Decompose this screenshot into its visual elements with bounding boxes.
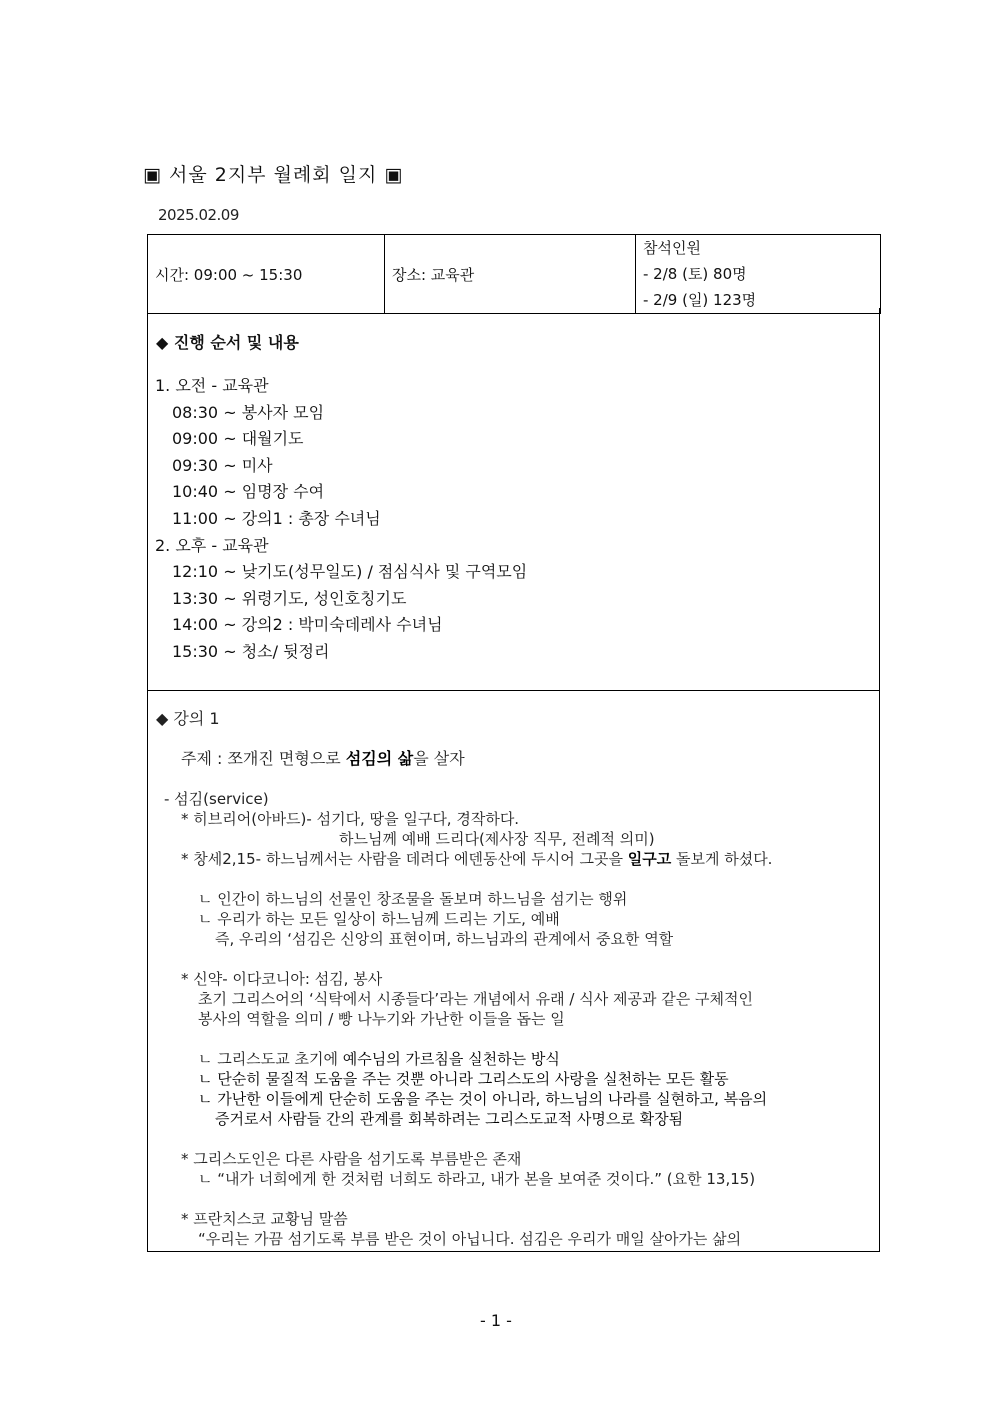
lecture-line: * 히브리어(아바드)- 섬기다, 땅을 일구다, 경작하다. [181, 810, 520, 828]
lecture-line: ㄴ 가난한 이들에게 단순히 도움을 주는 것이 아니라, 하느님의 나라를 실현하고, 복음의 [198, 1090, 768, 1108]
morning-label: 1. 오전 - 교육관 [155, 376, 269, 395]
schedule-item: 15:30 ~ 청소/ 뒷정리 [172, 641, 330, 661]
lecture-line [156, 849, 772, 869]
genesis-suffix: 돌보게 하셨다. [671, 850, 773, 868]
lecture-line: ㄴ 인간이 하느님의 선물인 창조물을 돌보며 하느님을 섬기는 행위 [198, 890, 628, 908]
lecture-line: ㄴ 단순히 물질적 도움을 주는 것뿐 아니라 그리스도의 사랑을 실천하는 모든 활동 [198, 1070, 729, 1088]
schedule-item: 11:00 ~ 강의1 : 총장 수녀님 [172, 508, 381, 528]
page-number: - 1 - [480, 1311, 512, 1330]
document-title: ▣ 서울 2지부 월례회 일지 ▣ [143, 164, 404, 186]
schedule-heading: ◆ 진행 순서 및 내용 [156, 333, 299, 352]
schedule-item: 09:00 ~ 대월기도 [172, 429, 304, 449]
attendance-day1: - 2/8 (토) 80명 [643, 265, 747, 283]
lecture-line: 하느님께 예배 드리다(제사장 직무, 전례적 의미) [339, 830, 655, 848]
schedule-item: 14:00 ~ 강의2 : 박미숙데레사 수녀님 [172, 615, 443, 635]
attendance-cell [636, 235, 881, 314]
attendance-day2: - 2/9 (일) 123명 [643, 291, 757, 309]
afternoon-label: 2. 오후 - 교육관 [155, 535, 269, 555]
service-heading: - 섬김(service) [164, 790, 269, 808]
schedule-item: 13:30 ~ 위령기도, 성인호칭기도 [172, 588, 407, 608]
genesis-strong: 일구고 [627, 850, 672, 868]
topic-suffix: 을 살자 [413, 749, 465, 768]
lecture-line: ㄴ 우리가 하는 모든 일상이 하느님께 드리는 기도, 예배 [198, 910, 560, 928]
lecture-line: “우리는 가끔 섬기도록 부름 받은 것이 아닙니다. 섬김은 우리가 매일 살아가는 삶의 [198, 1230, 742, 1248]
schedule-item: 09:30 ~ 미사 [172, 455, 273, 475]
lecture-line: * 신약- 이다코니아: 섬김, 봉사 [181, 970, 383, 988]
nt-sub1-strong: 예수님의 가르침을 실천하는 방식 [342, 1050, 560, 1068]
schedule-item: 10:40 ~ 임명장 수여 [172, 482, 325, 502]
nt-sub1-prefix: ㄴ 그리스도교 초기에 [198, 1050, 343, 1068]
lecture-line: 초기 그리스어의 ‘식탁에서 시종들다’라는 개념에서 유래 / 식사 제공과 같은 구체적인 [198, 990, 753, 1008]
topic-strong: 섬김의 삶 [345, 749, 414, 768]
place-cell: 장소: 교육관 [385, 235, 636, 314]
schedule-section [147, 308, 880, 691]
genesis-prefix: * 창세2,15- 하느님께서는 사람을 데려다 에덴동산에 두시어 그곳을 [181, 850, 628, 868]
info-table [147, 234, 881, 314]
topic-prefix: 주제 : 쪼개진 면형으로 [181, 749, 346, 768]
attendance-label: 참석인원 [643, 239, 701, 257]
lecture-heading: ◆ 강의 1 [156, 709, 220, 728]
lecture-line: 즉, 우리의 ‘섬김은 신앙의 표현이며, 하느님과의 관계에서 중요한 역할 [215, 930, 674, 948]
document-date: 2025.02.09 [158, 206, 239, 224]
schedule-list [155, 373, 527, 666]
lecture-line: 증거로서 사람들 간의 관계를 회복하려는 그리스도교적 사명으로 확장됨 [215, 1110, 684, 1128]
time-cell: 시간: 09:00 ~ 15:30 [148, 235, 385, 314]
lecture-line: * 그리스도인은 다른 사람을 섬기도록 부름받은 존재 [181, 1150, 522, 1168]
lecture-notes [156, 709, 772, 1249]
lecture-line [156, 1049, 772, 1069]
schedule-item: 12:10 ~ 낮기도(성무일도) / 점심식사 및 구역모임 [172, 562, 528, 582]
lecture-section [147, 690, 880, 1252]
schedule-item: 08:30 ~ 봉사자 모임 [172, 402, 325, 422]
lecture-line: ㄴ “내가 너희에게 한 것처럼 너희도 하라고, 내가 본을 보여준 것이다.” (요한 13,15) [198, 1170, 756, 1188]
lecture-line: 봉사의 역할을 의미 / 빵 나누기와 가난한 이들을 돕는 일 [198, 1010, 565, 1028]
lecture-topic [156, 749, 772, 769]
lecture-line: * 프란치스코 교황님 말씀 [181, 1210, 348, 1228]
